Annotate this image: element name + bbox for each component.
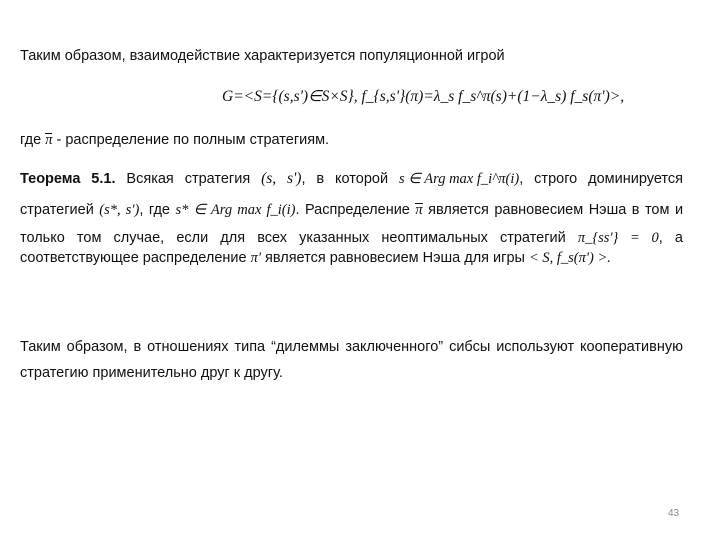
theorem-text: является равновесием Нэша для игры [265,250,525,266]
game-formula: G=<S={(s,s')∈S×S}, f_{s,s'}(π)=λ_s f_s^π(s)+(1−λ_s) f_s(π')>, [222,88,625,105]
pi-prime: π' [250,250,261,266]
game-short: < S, f_s(π') >. [528,250,611,266]
theorem-text: является равновесием Нэша в том и [428,202,684,218]
intro-text: Таким образом, взаимодействие характеризуется популяционной игрой [20,48,505,64]
strategy-pair: (s, s') [261,170,302,187]
theorem-text: . Распределение [295,202,410,218]
theorem-line-3 [20,229,683,247]
pi-condition: π_{ss'} = 0 [577,230,659,246]
where-line [20,131,329,149]
page-number: 43 [668,508,680,519]
theorem-text: , где [139,202,170,218]
conclusion-text: Таким образом, в отношениях типа “дилеммы заключенного” сибсы используют кооперативную [20,339,683,355]
theorem-text: стратегией [20,202,94,218]
theorem-text: соответствующее распределение [20,250,247,266]
theorem-text: только том случае, если для всех указанных неоптимальных стратегий [20,230,566,246]
theorem-line-4 [20,249,611,267]
arg-max-star-formula: s* ∈ Arg max f_i(i) [175,202,296,218]
theorem-label: Теорема 5.1. [20,171,116,187]
where-suffix: - распределение по полным стратегиям. [56,132,330,148]
theorem-text: Всякая стратегия [126,171,251,187]
pi-symbol: π [45,132,53,148]
conclusion-line-2: стратегию применительно друг к другу. [20,365,283,381]
where-prefix: где [20,132,42,148]
theorem-line-2 [20,201,683,219]
conclusion-line-1 [20,338,683,356]
pi-symbol: π [415,202,423,218]
strategy-pair-star: (s*, s') [99,202,140,218]
theorem-line-1 [20,170,683,188]
theorem-text: , а [658,230,684,246]
theorem-text: , в которой [301,171,389,187]
arg-max-formula: s ∈ Arg max f_i^π(i) [398,171,520,187]
theorem-text: , строго доминируется [519,171,684,187]
